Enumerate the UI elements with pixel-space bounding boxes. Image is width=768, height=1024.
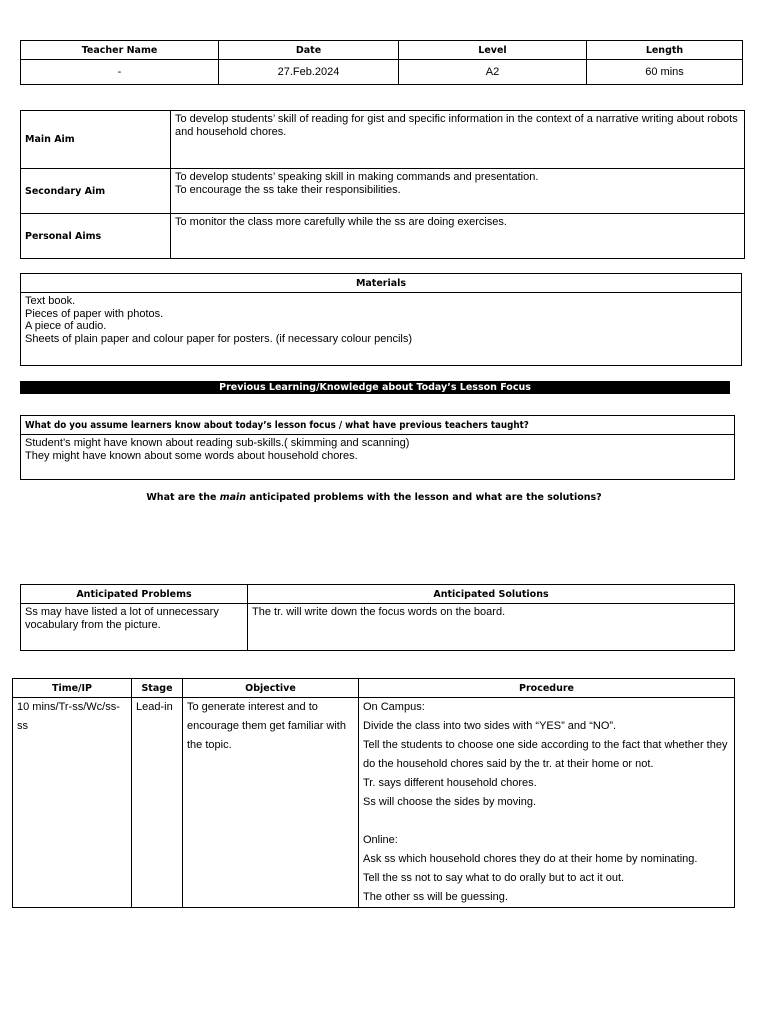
procedure-line: Tr. says different household chores. — [363, 777, 537, 789]
header-stage: Stage — [132, 679, 183, 698]
header-teacher-name: Teacher Name — [21, 41, 219, 60]
header-level: Level — [399, 41, 587, 60]
level-value: A2 — [399, 60, 587, 85]
anticipated-problems-header: Anticipated Problems — [21, 585, 248, 604]
procedure-line: Tell the ss not to say what to do orally but to act it out. — [363, 872, 625, 884]
anticipated-solutions-header: Anticipated Solutions — [248, 585, 735, 604]
materials-table — [20, 273, 742, 366]
previous-knowledge-question: What do you assume learners know about today’s lesson focus / what have previous teachers taught? — [21, 416, 735, 435]
procedure-line — [363, 812, 730, 831]
anticipated-problem: Ss may have listed a lot of unnecessary vocabulary from the picture. — [21, 604, 248, 651]
previous-knowledge-table — [20, 415, 735, 480]
time-ip-cell: 10 mins/Tr-ss/Wc/ss-ss — [13, 698, 132, 908]
lesson-info-table — [20, 40, 743, 85]
header-procedure: Procedure — [359, 679, 735, 698]
procedure-line: Divide the class into two sides with “YES” and “NO”. — [363, 720, 617, 732]
procedure-line: Online: — [363, 834, 398, 846]
anticipated-problems-question: What are the main anticipated problems with the lesson and what are the solutions? — [146, 492, 602, 503]
previous-learning-bar: Previous Learning/Knowledge about Today’s Lesson Focus — [20, 381, 730, 394]
objective-cell: To generate interest and to encourage them get familiar with the topic. — [183, 698, 359, 908]
personal-aims-text: To monitor the class more carefully while the ss are doing exercises. — [171, 214, 745, 259]
materials-header: Materials — [21, 274, 742, 293]
aims-table — [20, 110, 745, 259]
length-value: 60 mins — [587, 60, 743, 85]
date-value: 27.Feb.2024 — [219, 60, 399, 85]
anticipated-table — [20, 584, 735, 651]
procedure-line: On Campus: — [363, 701, 425, 713]
anticipated-solution: The tr. will write down the focus words on the board. — [248, 604, 735, 651]
stage-cell: Lead-in — [132, 698, 183, 908]
previous-knowledge-answer: Student’s might have known about reading sub-skills.( skimming and scanning) They might have known about some words about household chores. — [21, 435, 735, 480]
header-length: Length — [587, 41, 743, 60]
procedure-line: The other ss will be guessing. — [363, 891, 508, 903]
header-date: Date — [219, 41, 399, 60]
procedure-line: Ss will choose the sides by moving. — [363, 796, 537, 808]
procedure-line: Ask ss which household chores they do at their home by nominating. — [363, 853, 698, 865]
main-aim-text: To develop students’ skill of reading for gist and specific information in the context of a narrative writing about robots and household chores. — [171, 111, 745, 169]
personal-aims-label: Personal Aims — [21, 214, 171, 259]
main-aim-label: Main Aim — [21, 111, 171, 169]
materials-list: Text book. Pieces of paper with photos. A piece of audio. Sheets of plain paper and colour paper for posters. (if necessary colour pencils) — [21, 293, 742, 366]
header-time-ip: Time/IP — [13, 679, 132, 698]
header-objective: Objective — [183, 679, 359, 698]
secondary-aim-label: Secondary Aim — [21, 169, 171, 214]
procedure-line: Tell the students to choose one side according to the fact that whether they do the household chores said by the tr. at their home or not. — [363, 739, 728, 770]
secondary-aim-text: To develop students’ speaking skill in making commands and presentation. To encourage the ss take their responsibilities. — [171, 169, 745, 214]
main-emphasis: main — [219, 492, 247, 503]
procedure-cell — [359, 698, 735, 908]
procedure-table — [12, 678, 735, 908]
teacher-name-value: - — [21, 60, 219, 85]
